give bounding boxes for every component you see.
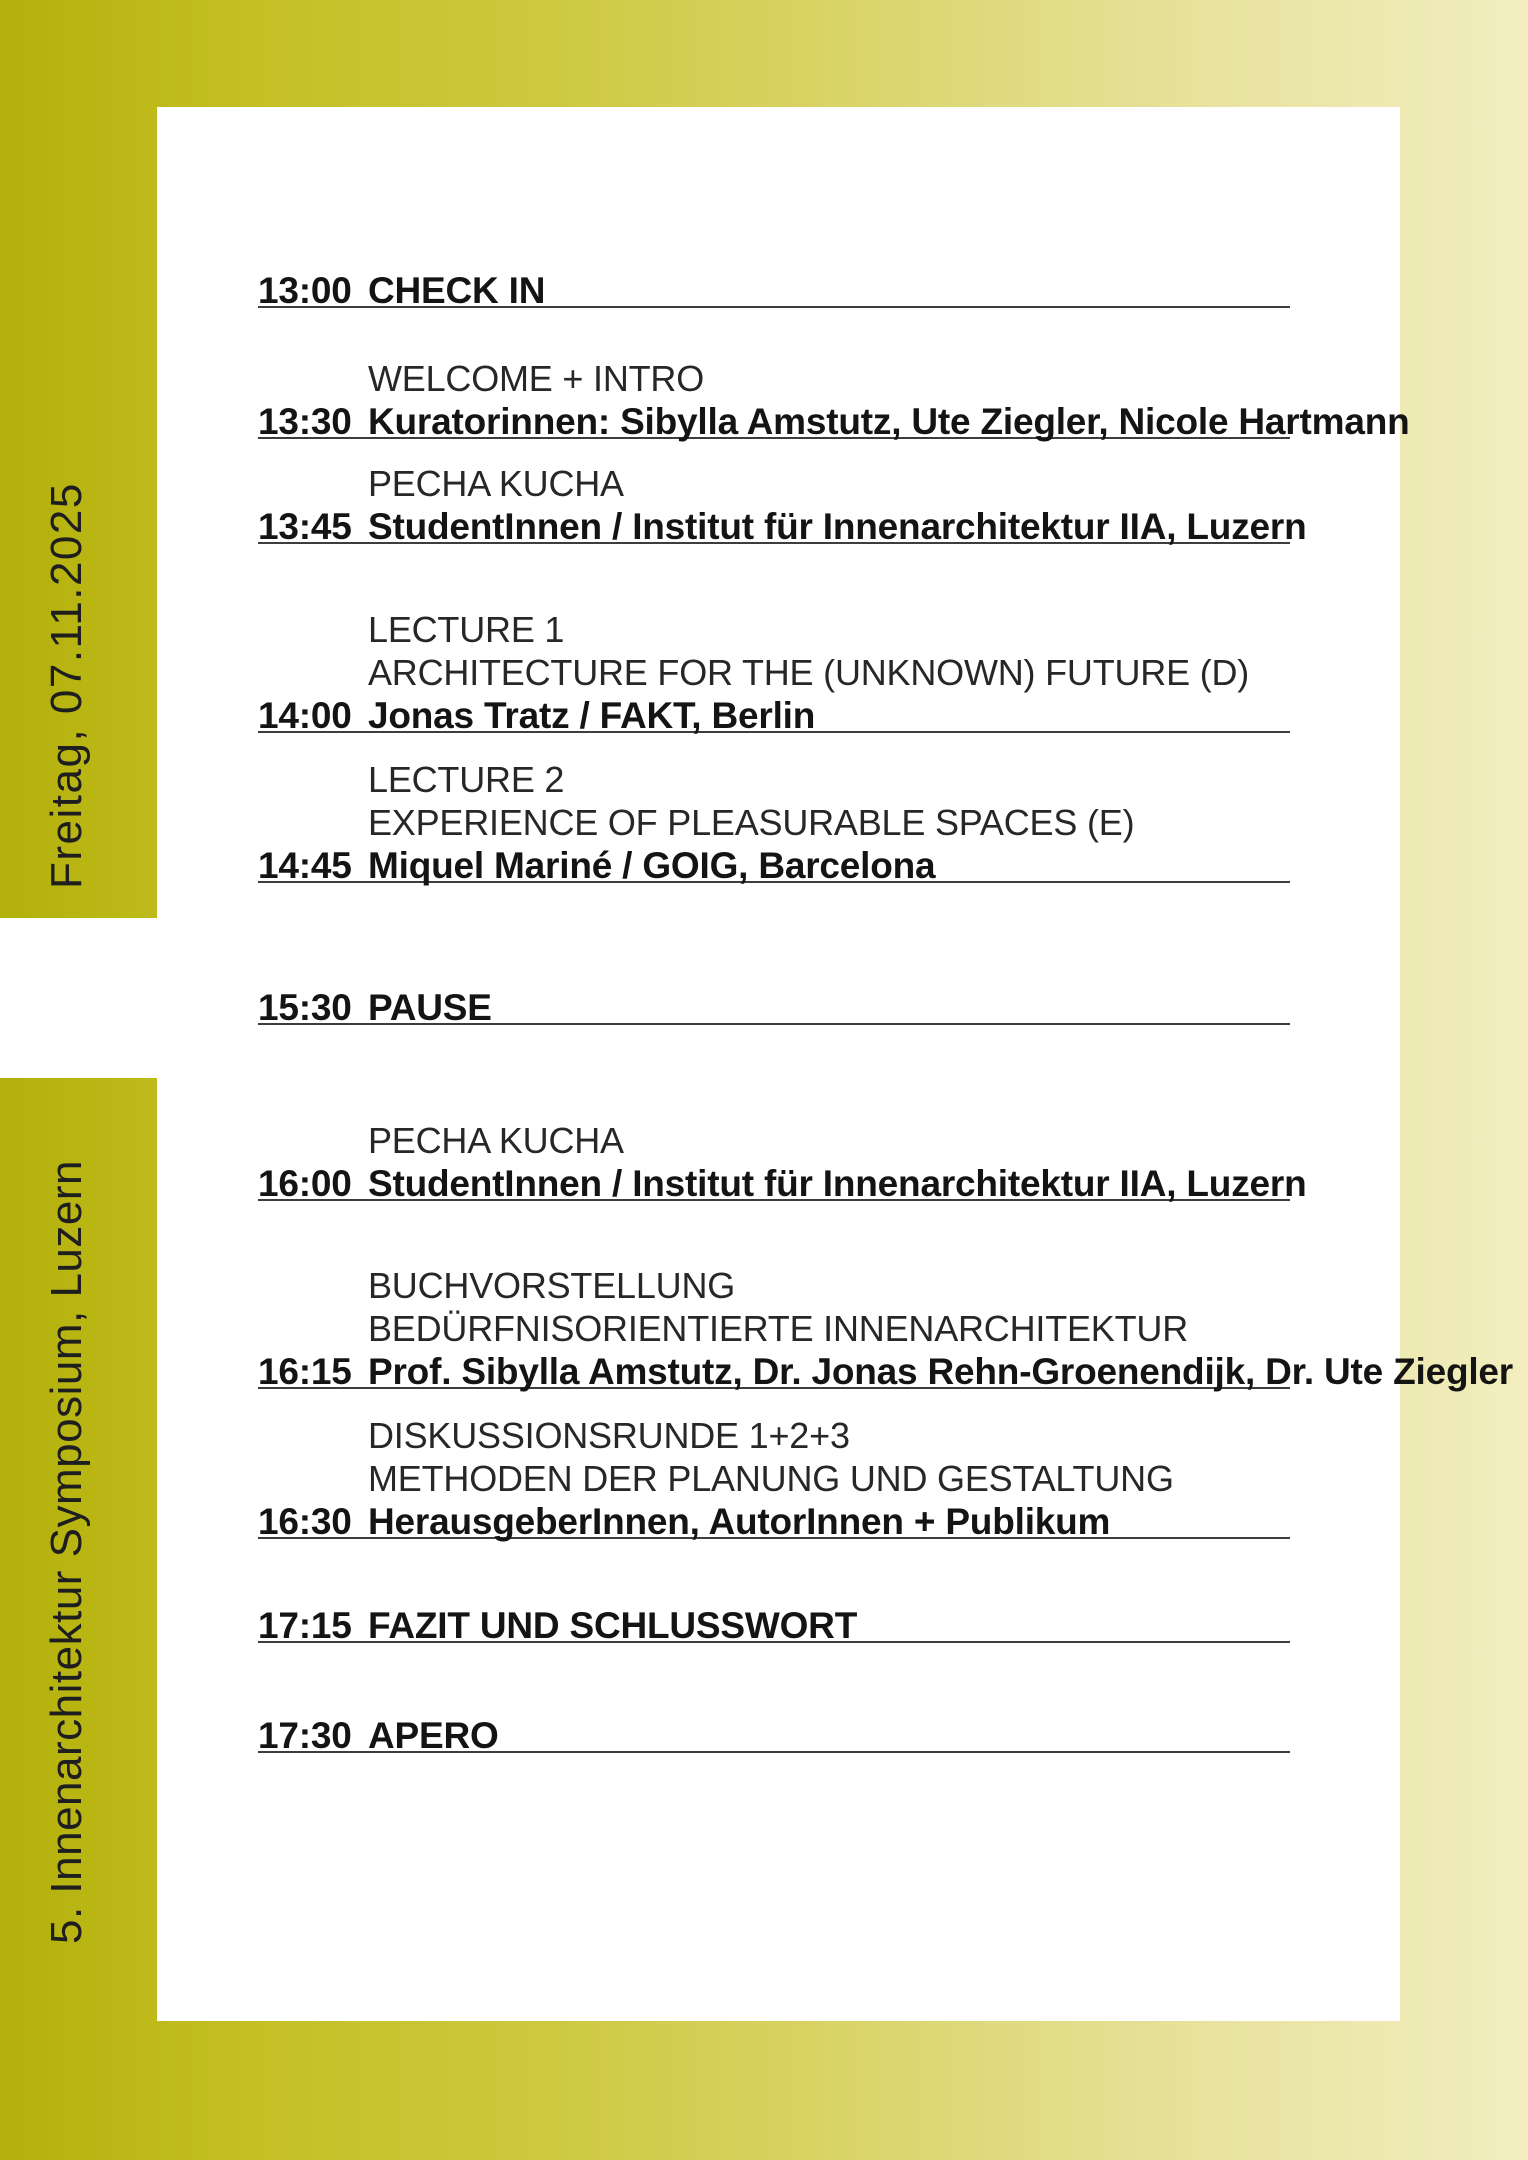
entry-time: 14:45 <box>258 845 352 886</box>
schedule-entry-1300 <box>258 269 1290 311</box>
vertical-date-label: Freitag, 07.11.2025 <box>42 482 91 889</box>
entry-title: Kuratorinnen: Sibylla Amstutz, Ute Ziegler, Nicole Hartmann <box>368 401 1410 442</box>
entry-title: HerausgeberInnen, AutorInnen + Publikum <box>368 1501 1111 1542</box>
entry-title: Jonas Tratz / FAKT, Berlin <box>368 695 816 736</box>
schedule-entry-1715 <box>258 1604 1290 1646</box>
schedule-entry-1445 <box>258 758 1290 886</box>
entry-title: CHECK IN <box>368 270 546 311</box>
entry-pre-line: PECHA KUCHA <box>368 463 624 504</box>
entry-pre-line: WELCOME + INTRO <box>368 358 705 399</box>
schedule-entry-1330 <box>258 357 1410 442</box>
entry-pre-line: DISKUSSIONSRUNDE 1+2+3 <box>368 1415 850 1456</box>
schedule-entry-1400 <box>258 608 1290 736</box>
entry-time: 13:00 <box>258 270 352 311</box>
entry-time: 17:15 <box>258 1605 352 1646</box>
entry-time: 13:45 <box>258 506 352 547</box>
entry-time: 13:30 <box>258 401 352 442</box>
entry-title: FAZIT UND SCHLUSSWORT <box>368 1605 858 1646</box>
entry-title: Prof. Sibylla Amstutz, Dr. Jonas Rehn-Groenendijk, Dr. Ute Ziegler <box>368 1351 1514 1392</box>
entry-time: 16:00 <box>258 1163 352 1204</box>
entry-title: StudentInnen / Institut für Innenarchitektur IIA, Luzern <box>368 1163 1307 1204</box>
entry-time: 16:15 <box>258 1351 352 1392</box>
schedule-entry-1630 <box>258 1414 1290 1542</box>
entry-title: Miquel Mariné / GOIG, Barcelona <box>368 845 936 886</box>
entry-pre-line: ARCHITECTURE FOR THE (UNKNOWN) FUTURE (D) <box>368 652 1250 693</box>
schedule-entry-1730 <box>258 1714 1290 1756</box>
vertical-event-label: 5. Innenarchitektur Symposium, Luzern <box>42 1160 91 1944</box>
entry-time: 15:30 <box>258 987 352 1028</box>
entry-pre-line: BUCHVORSTELLUNG <box>368 1265 736 1306</box>
sidebar-section-divider <box>0 918 157 1078</box>
entry-time: 14:00 <box>258 695 352 736</box>
entry-time: 16:30 <box>258 1501 352 1542</box>
schedule-entry-1615 <box>258 1264 1514 1392</box>
entry-title: PAUSE <box>368 987 492 1028</box>
schedule-entry-1345 <box>258 462 1307 547</box>
entry-pre-line: LECTURE 2 <box>368 759 565 800</box>
entry-pre-line: PECHA KUCHA <box>368 1120 624 1161</box>
entry-title: StudentInnen / Institut für Innenarchitektur IIA, Luzern <box>368 506 1307 547</box>
entry-pre-line: BEDÜRFNISORIENTIERTE INNENARCHITEKTUR <box>368 1308 1189 1349</box>
entry-pre-line: EXPERIENCE OF PLEASURABLE SPACES (E) <box>368 802 1135 843</box>
entry-pre-line: LECTURE 1 <box>368 609 565 650</box>
entry-pre-line: METHODEN DER PLANUNG UND GESTALTUNG <box>368 1458 1174 1499</box>
entry-title: APERO <box>368 1715 499 1756</box>
entry-time: 17:30 <box>258 1715 352 1756</box>
schedule-entry-1530 <box>258 986 1290 1028</box>
program-card <box>157 107 1514 2021</box>
schedule-entry-1600 <box>258 1119 1307 1204</box>
